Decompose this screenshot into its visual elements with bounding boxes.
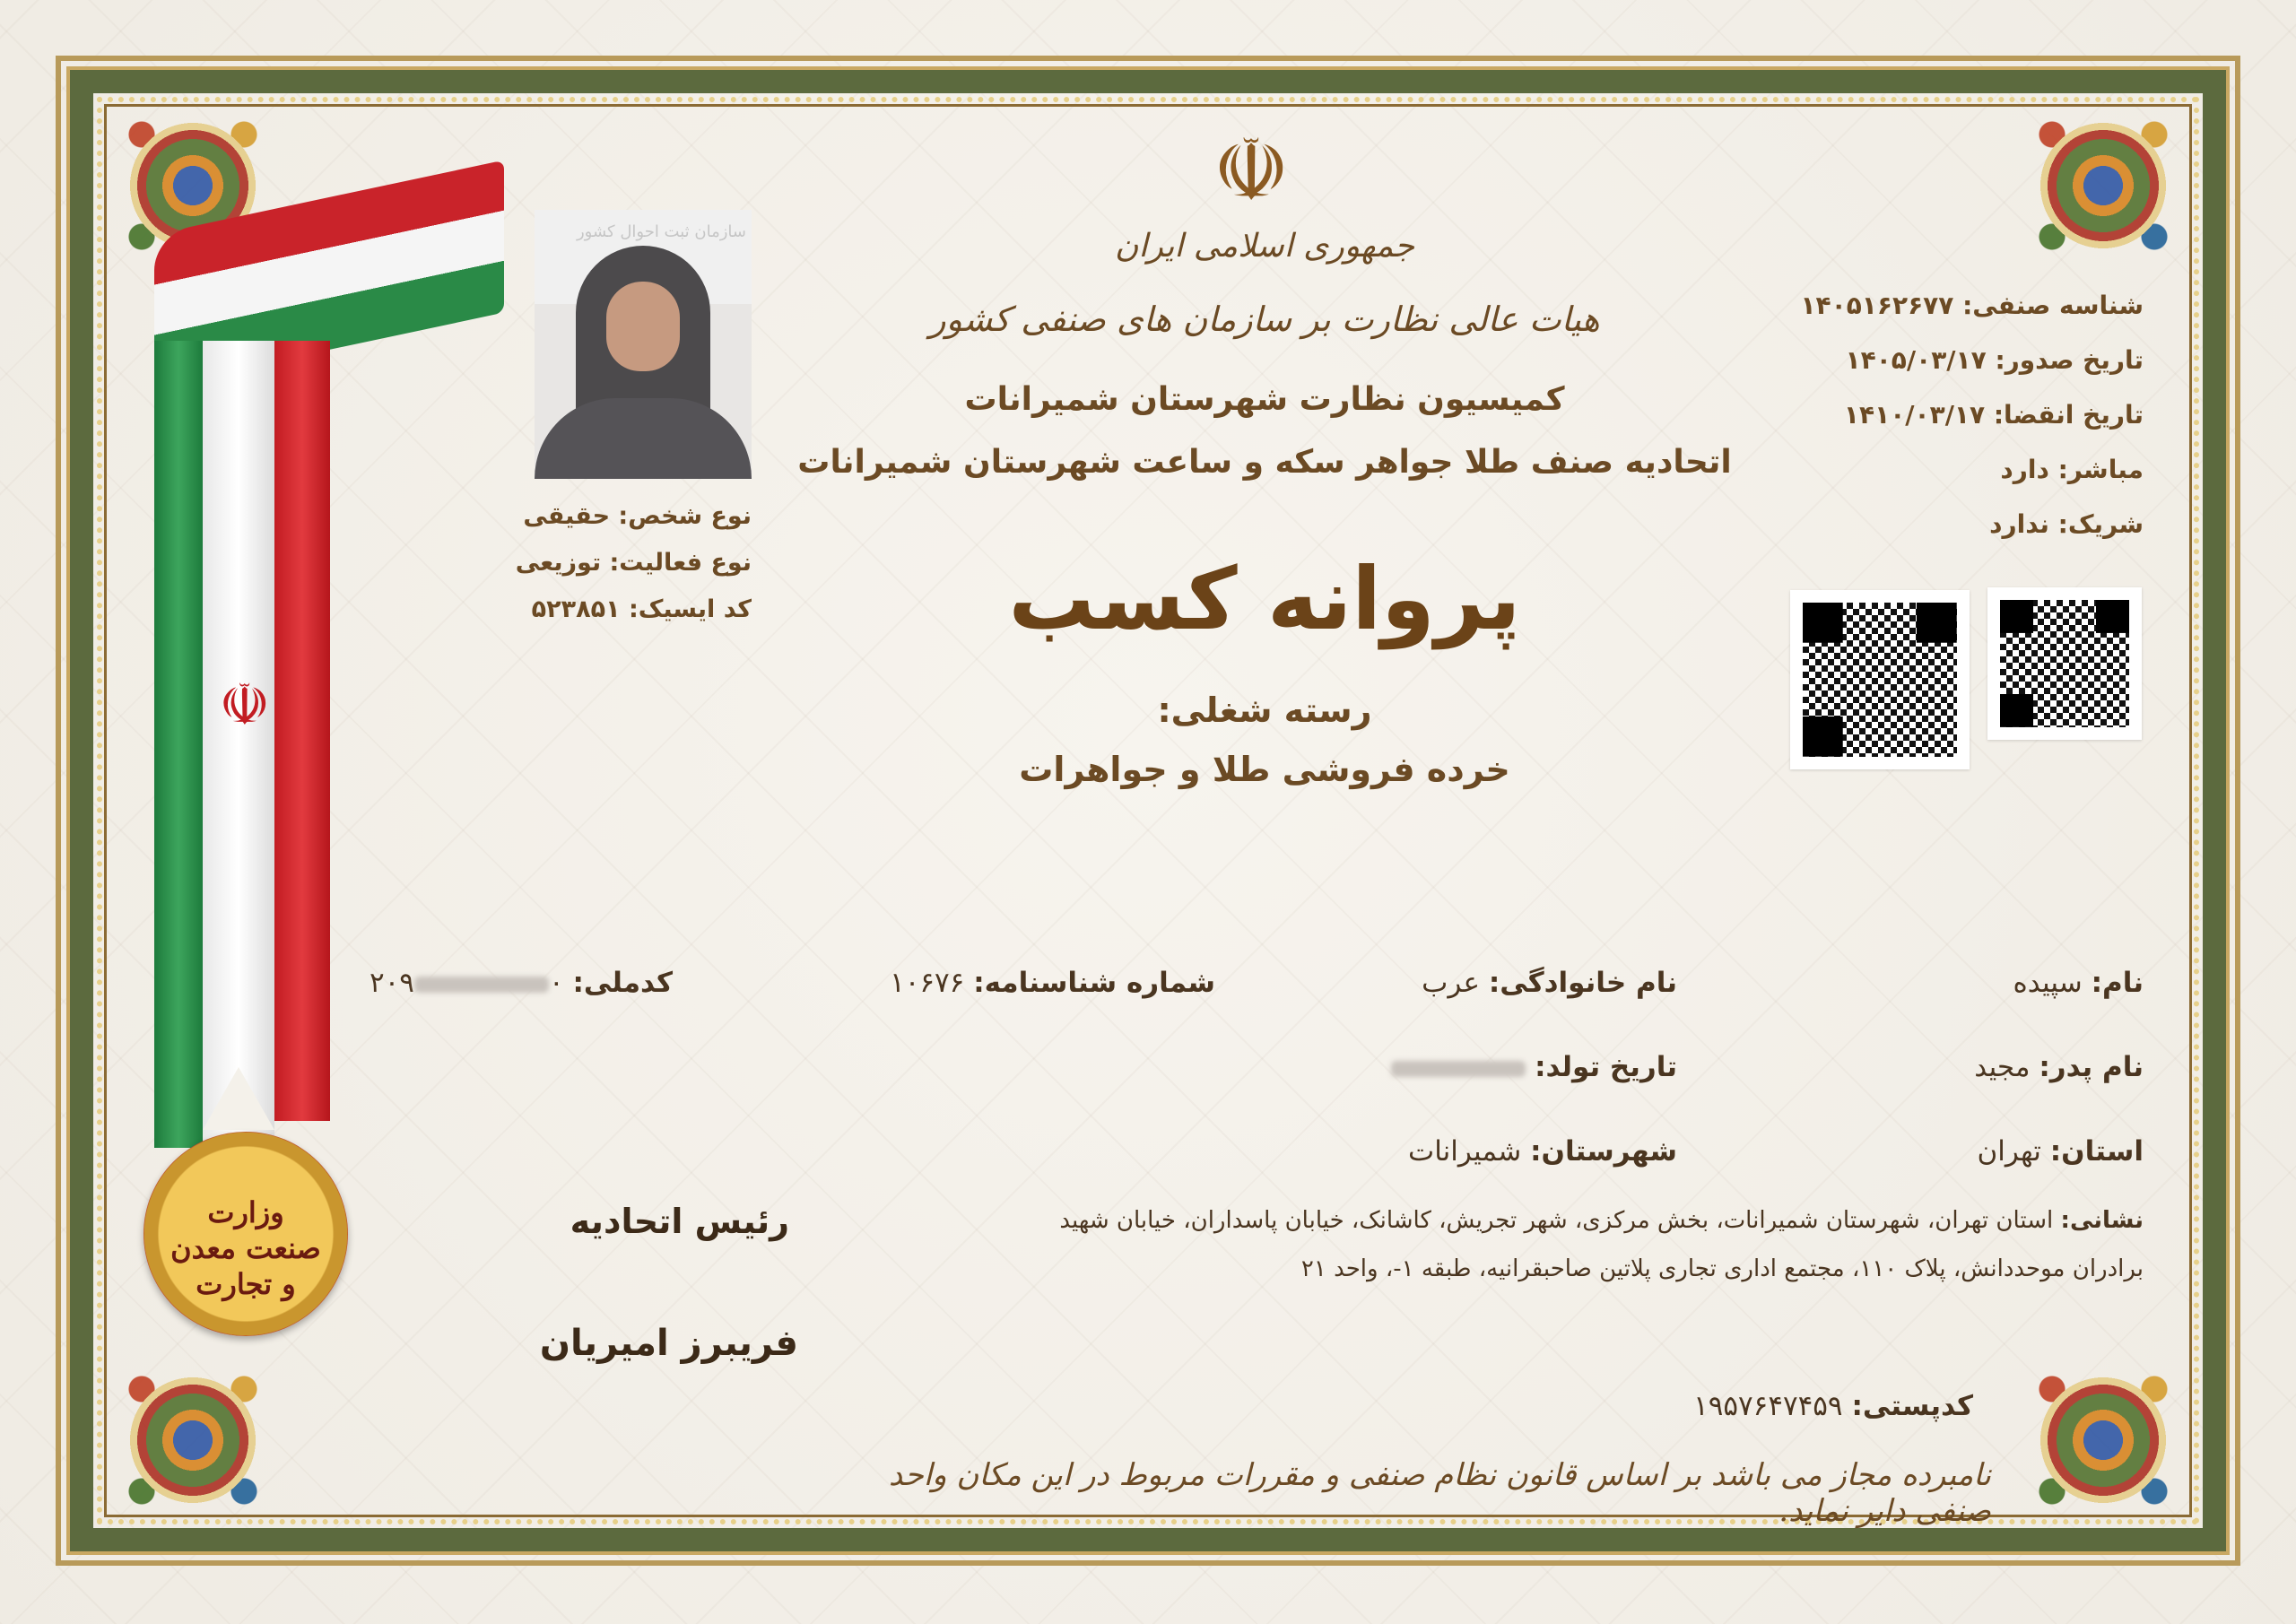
partner-status: شریک: ندارد: [1989, 509, 2144, 539]
guild-id: شناسه صنفی: ۱۴۰۵۱۶۲۶۷۷: [1800, 291, 2144, 320]
flag-ribbon-green: [154, 341, 203, 1148]
license-title: پروانه کسب: [1008, 549, 1521, 649]
birth-date-field: تاریخ تولد:: [1391, 1051, 1677, 1083]
category-value: خرده فروشی طلا و جواهرات: [1019, 750, 1510, 789]
union-heading: اتحادیه صنف طلا جواهر سکه و ساعت شهرستان شمیرانات: [797, 444, 1732, 481]
photo-face: [606, 282, 680, 371]
name-field: نام: سپیده: [2013, 967, 2144, 999]
seal-text: وزارت صنعت معدن و تجارت: [170, 1195, 321, 1301]
county-field: شهرستان: شمیرانات: [1408, 1135, 1677, 1168]
board-heading: هیات عالی نظارت بر سازمان های صنفی کشور: [929, 300, 1600, 339]
father-field: نام پدر: مجید: [1974, 1051, 2144, 1083]
ribbon-notch: [203, 1067, 274, 1130]
commission-heading: کمیسیون نظارت شهرستان شمیرانات: [964, 381, 1565, 418]
holder-photo: [535, 210, 752, 479]
redacted-block: [1391, 1061, 1526, 1077]
expiry-date: تاریخ انقضا: ۱۴۱۰/۰۳/۱۷: [1843, 400, 2144, 430]
ministry-seal-icon: [144, 1132, 348, 1336]
republic-heading: جمهوری اسلامی ایران: [1115, 228, 1414, 265]
birth-certificate-field: شماره شناسنامه: ۱۰۶۷۶: [890, 967, 1215, 999]
photo-watermark: سازمان ثبت احوال کشور: [576, 222, 746, 241]
corner-ornament-icon: [2018, 100, 2188, 271]
family-field: نام خانوادگی: عرب: [1422, 967, 1677, 999]
category-label: رسته شغلی:: [1157, 690, 1372, 730]
isic-code: کد ایسیک: ۵۲۳۸۵۱: [531, 595, 752, 623]
right-info: [1704, 278, 2144, 551]
footer-note: نامبرده مجاز می باشد بر اساس قانون نظام صنفی و مقررات مربوط در این مکان واحد صنفی دایر نماید.: [888, 1457, 1991, 1529]
corner-ornament-icon: [2018, 1355, 2188, 1525]
qr-code-icon[interactable]: [1790, 590, 1970, 769]
top-emblem-icon: ☫: [1212, 120, 1291, 221]
corner-ornament-icon: [108, 1355, 278, 1525]
flag-ribbon-red: [274, 341, 330, 1121]
union-head-title: رئیس اتحادیه: [570, 1202, 789, 1241]
iran-emblem-icon: ☫: [219, 673, 271, 739]
address-field: نشانی: استان تهران، شهرستان شمیرانات، بخش مرکزی، شهر تجریش، کاشانک، خیابان پاسداران، خیابان شهید: [1059, 1207, 2144, 1234]
qr-code-icon[interactable]: [1987, 587, 2142, 740]
postal-code-field: کدپستی: ۱۹۵۷۶۴۷۴۵۹: [1693, 1390, 1973, 1422]
person-type: نوع شخص: حقیقی: [523, 502, 752, 530]
redacted-block: [414, 977, 549, 993]
left-info: [466, 493, 752, 633]
photo-body: [535, 398, 752, 479]
activity-type: نوع فعالیت: توزیعی: [515, 549, 752, 577]
address-line2: برادران موحددانش، پلاک ۱۱۰، مجتمع اداری تجاری پلاتین صاحبقرانیه، طبقه ۱-، واحد ۲۱: [1300, 1255, 2144, 1282]
union-head-name: فریبرز امیریان: [539, 1323, 798, 1364]
province-field: استان: تهران: [1977, 1135, 2144, 1168]
flag-ribbon-white: [203, 341, 274, 1148]
national-id-field: کدملی: ۰۲۰۹: [369, 967, 673, 999]
direct-status: مباشر: دارد: [2000, 455, 2144, 484]
issue-date: تاریخ صدور: ۱۴۰۵/۰۳/۱۷: [1845, 345, 2144, 375]
